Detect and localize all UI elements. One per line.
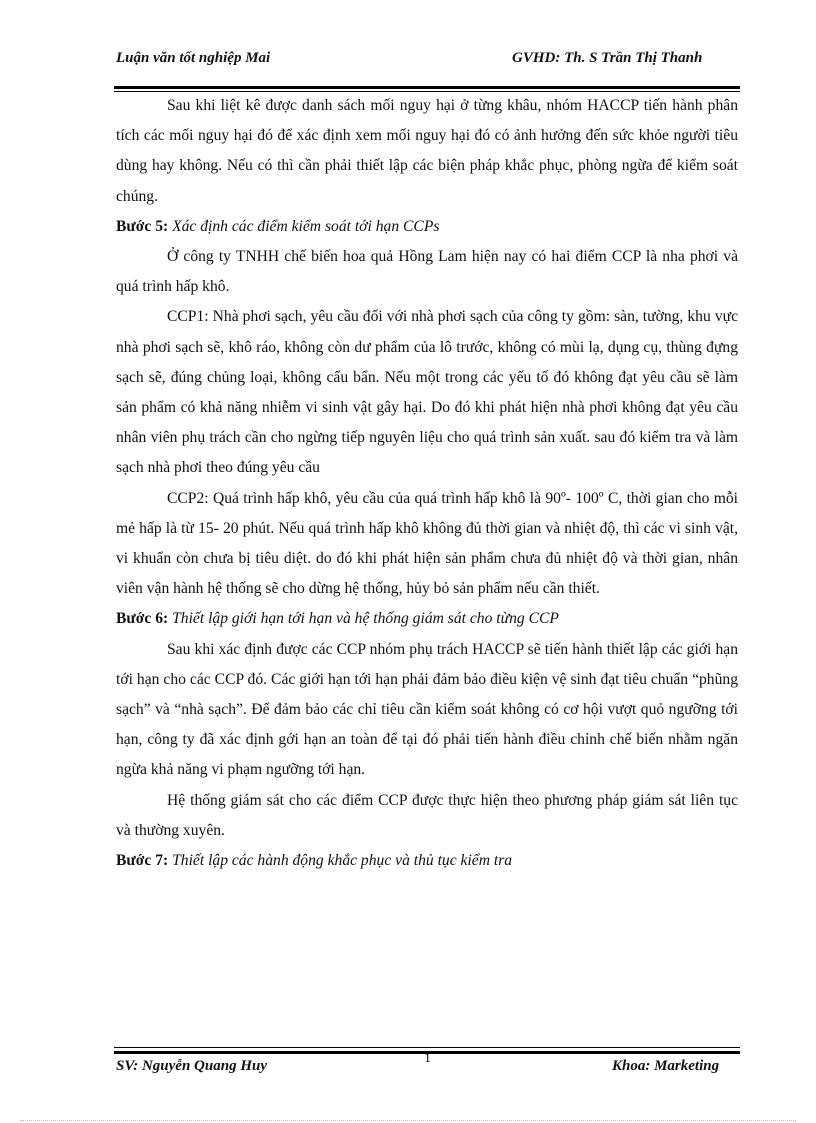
- footer-student: SV: Nguyễn Quang Huy: [116, 1058, 267, 1074]
- step-6-label: Bước 6:: [116, 610, 169, 628]
- header-rule: [114, 86, 740, 89]
- step-6-heading: [116, 604, 738, 634]
- paragraph-ccp1: CCP1: Nhà phơi sạch, yêu cầu đối với nhà phơi sạch của công ty gồm: sàn, tường, khu vực nhà phơi sạch sẽ, khô ráo, không còn dư phẩm của lô trước, không có mùi lạ, dụng cụ, thùng đựng sạch sẽ, đúng chủng loại, không cấu bẩn. Nếu một trong các yếu tố đó không đạt yêu cầu sẽ làm sản phẩm có khả năng nhiễm vi sinh vật gây hại. Do đó khi phát hiện nhà phơi không đạt yêu cầu nhân viên phụ trách cần cho ngừng tiếp nguyên liệu cho quá trình sản xuất. sau đó kiểm tra và làm sạch nhà phơi theo đúng yêu cầu: [116, 308, 738, 477]
- step-7-title: Thiết lập các hành động khắc phục và thủ tục kiểm tra: [172, 852, 513, 870]
- footer-faculty: Khoa: Marketing: [612, 1058, 720, 1074]
- step-5-title: Xác định các điểm kiểm soát tới hạn CCPs: [172, 217, 440, 235]
- step-7-heading: [116, 846, 738, 876]
- footer-rule-thin: [114, 1047, 740, 1048]
- paragraph-critical-limits: Sau khi xác định được các CCP nhóm phụ trách HACCP sẽ tiến hành thiết lập các giới hạn tới hạn cho các CCP đó. Các giới hạn tới hạn phải đảm bảo điều kiện vệ sinh đạt tiêu chuẩn “phũng sạch” và “nhà sạch”. Để đảm bảo các chỉ tiêu cần kiểm soát không có cơ hội vượt quỏ ngưỡng tới hạn, công ty đã xác định gới hạn an toàn để tại đó phải tiến hành điều chỉnh chế biến nhằm ngăn ngừa khả năng vi phạm ngưỡng tới hạn.: [116, 640, 738, 779]
- step-6-title: Thiết lập giới hạn tới hạn và hệ thống giám sát cho từng CCP: [172, 610, 559, 628]
- step-7-label: Bước 7:: [116, 852, 169, 870]
- document-body: [116, 91, 738, 876]
- page-number: 1: [424, 1051, 431, 1066]
- header-thesis-title: Luận văn tốt nghiệp Mai: [116, 50, 271, 66]
- step-5-label: Bước 5:: [116, 217, 169, 235]
- paragraph-hazard-analysis: Sau khi liệt kê được danh sách mối nguy hại ở từng khâu, nhóm HACCP tiến hành phân tích các mối nguy hại đó để xác định xem mối nguy hại đó có ảnh hưởng đến sức khỏe người tiêu dùng hay không. Nếu có thì cần phải thiết lập các biện pháp khắc phục, phòng ngừa để kiểm soát chúng.: [116, 97, 738, 205]
- paragraph-ccp2: CCP2: Quá trình hấp khô, yêu cầu của quá trình hấp khô là 90º- 100º C, thời gian cho mỗi mẻ hấp là từ 15- 20 phút. Nếu quá trình hấp khô không đủ thời gian và nhiệt độ, thì các vi sinh vật, vi khuẩn còn chưa bị tiêu diệt. do đó khi phát hiện sản phẩm chưa đủ nhiệt độ và thời gian, nhân viên vận hành hệ thống sẽ cho dừng hệ thống, hủy bỏ sản phẩm nếu cần thiết.: [116, 489, 738, 598]
- paragraph-ccp-overview: Ở công ty TNHH chế biến hoa quả Hồng Lam hiện nay có hai điểm CCP là nha phơi và quá trình hấp khô.: [116, 248, 738, 296]
- step-5-heading: [116, 212, 738, 242]
- paragraph-monitoring: Hệ thống giám sát cho các điểm CCP được thực hiện theo phương pháp giám sát liên tục và thường xuyên.: [116, 791, 738, 839]
- page-edge-divider: [20, 1120, 796, 1121]
- header-advisor: GVHD: Th. S Trần Thị Thanh: [512, 50, 703, 66]
